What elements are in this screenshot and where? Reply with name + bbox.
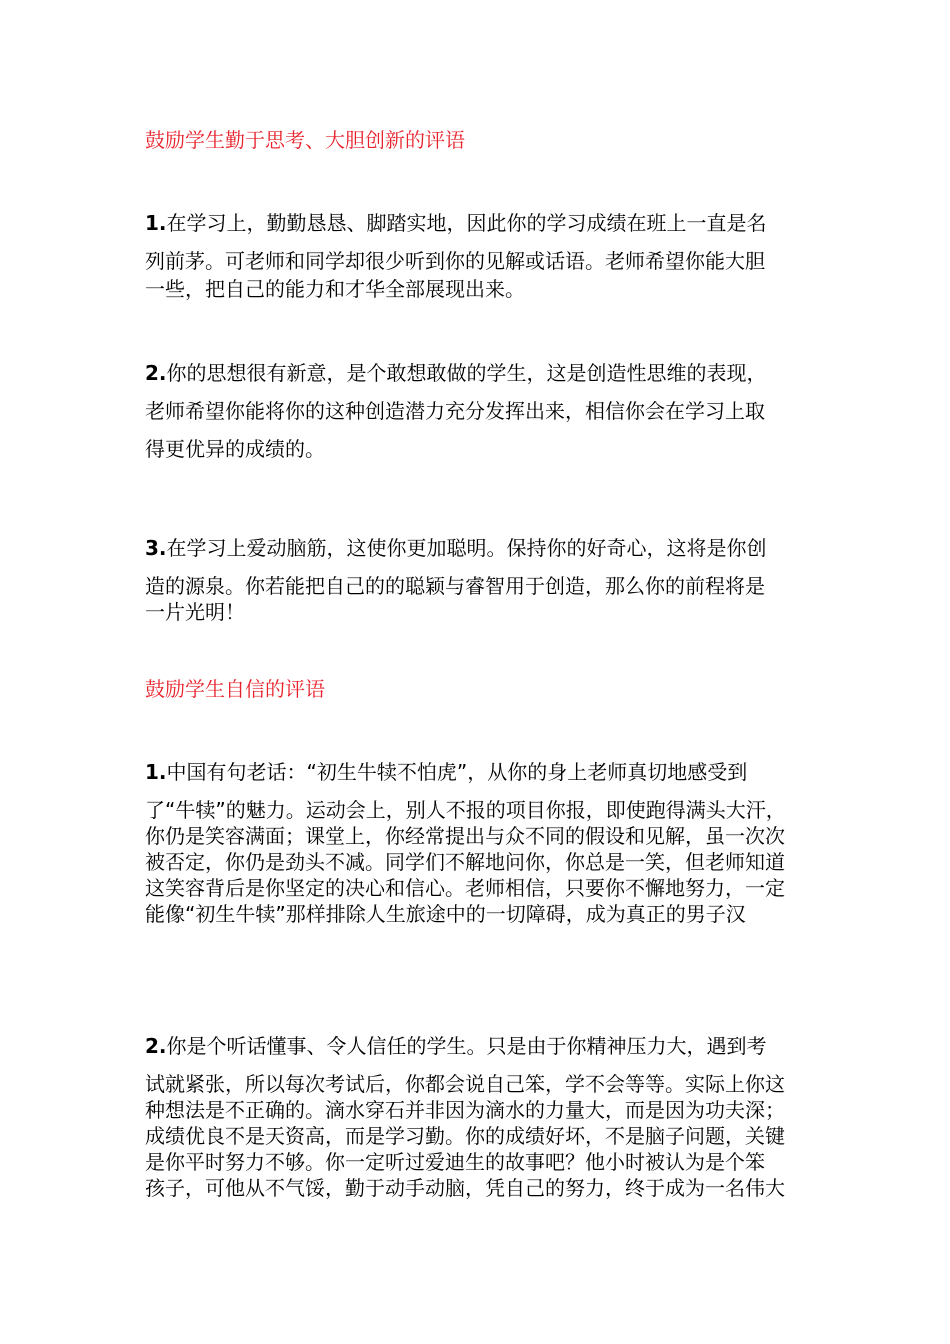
text-line: 老师希望你能将你的这种创造潜力充分发挥出来，相信你会在学习上取 [145,399,765,423]
comment-paragraph-4 [145,759,815,927]
text-line: 你是个听话懂事、令人信任的学生。只是由于你精神压力大，遇到考 [166,1034,767,1058]
text-line: 被否定，你仍是劲头不减。同学们不解地问你，你总是一笑，但老师知道 [145,850,785,874]
text-line: 你的思想很有新意，是个敢想敢做的学生，这是创造性思维的表现， [166,361,767,385]
text-line: 一些，把自己的能力和才华全部展现出来。 [145,277,525,301]
text-line: 了“牛犊”的魅力。运动会上，别人不报的项目你报，即使跑得满头大汗， [145,798,786,822]
comment-paragraph-5 [145,1033,815,1201]
text-line: 得更优异的成绩的。 [145,437,325,461]
text-line: 这笑容背后是你坚定的决心和信心。老师相信，只要你不懈地努力，一定 [145,876,785,900]
text-line: 在学习上爱动脑筋，这使你更加聪明。保持你的好奇心，这将是你创 [166,536,767,560]
section-heading-confidence: 鼓励学生自信的评语 [145,677,325,701]
text-line: 造的源泉。你若能把自己的的聪颖与睿智用于创造，那么你的前程将是 [145,574,765,598]
text-line: 试就紧张，所以每次考试后，你都会说自己笨，学不会等等。实际上你这 [145,1072,785,1096]
text-line: 孩子，可他从不气馁，勤于动手动脑，凭自己的努力，终于成为一名伟大 [145,1176,785,1200]
text-line: 种想法是不正确的。滴水穿石并非因为滴水的力量大，而是因为功夫深； [145,1098,785,1122]
text-line: 能像“初生牛犊”那样排除人生旅途中的一切障碍，成为真正的男子汉 [145,902,746,926]
item-number: 1. [145,211,167,235]
comment-paragraph-2 [145,360,815,462]
text-line: 是你平时努力不够。你一定听过爱迪生的故事吧？他小时被认为是个笨 [145,1150,765,1174]
comment-paragraph-1 [145,210,815,302]
comment-paragraph-3 [145,535,815,625]
item-number: 1. [145,760,167,784]
text-line: 列前茅。可老师和同学却很少听到你的见解或话语。老师希望你能大胆 [145,249,765,273]
section-heading-innovation: 鼓励学生勤于思考、大胆创新的评语 [145,128,465,152]
text-line: 一片光明！ [145,600,245,624]
item-number: 3. [145,536,167,560]
text-line: 在学习上，勤勤恳恳、脚踏实地，因此你的学习成绩在班上一直是名 [166,211,767,235]
text-line: 你仍是笑容满面；课堂上，你经常提出与众不同的假设和见解，虽一次次 [145,824,785,848]
text-line: 成绩优良不是天资高，而是学习勤。你的成绩好坏，不是脑子问题，关键 [145,1124,785,1148]
item-number: 2. [145,1034,167,1058]
text-line: 中国有句老话：“初生牛犊不怕虎”，从你的身上老师真切地感受到 [166,760,748,784]
item-number: 2. [145,361,167,385]
